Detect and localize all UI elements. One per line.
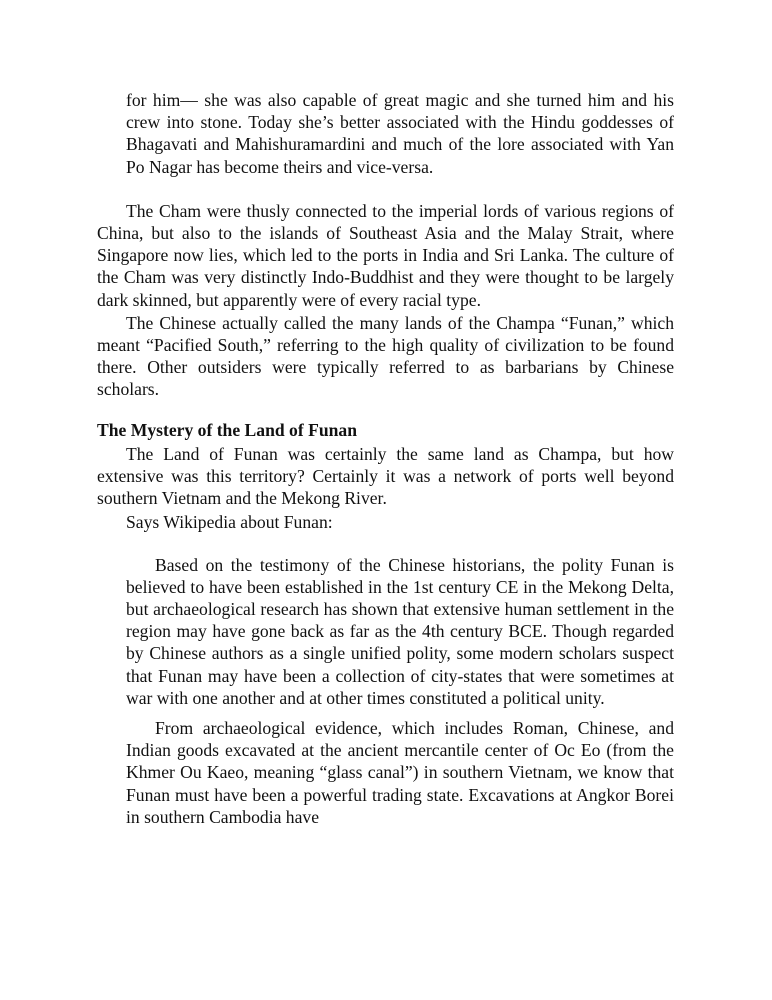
paragraph-funan-territory: The Land of Funan was certainly the same land as Champa, but how extensive was this territory? Certainly it was a network of ports well beyond southern Vietnam and the Mekong River. (97, 443, 674, 509)
paragraph-wikipedia-intro: Says Wikipedia about Funan: (126, 512, 333, 533)
continued-paragraph: for him— she was also capable of great magic and she turned him and his crew into stone. Today she’s better associated with the Hindu goddesses of Bhagavati and Mahishuramardini and much of the lore associated with Yan Po Nagar has become theirs and vice-versa. (126, 90, 674, 177)
quote-paragraph-1: Based on the testimony of the Chinese historians, the polity Funan is believed to have been established in the 1st century CE in the Mekong Delta, but archaeological research has shown that extensive human settlement in the region may have gone back as far as the 4th century BCE. Though regarded by Chinese authors as a single unified polity, some modern scholars suspect that Funan may have been a collection of city-states that were sometimes at war with one another and at other times constituted a political unity. (126, 554, 674, 708)
paragraph-cham-connections: The Cham were thusly connected to the imperial lords of various regions of China, but also to the islands of Southeast Asia and the Malay Strait, where Singapore now lies, which led to the ports in India and Sri Lanka. The culture of the Cham was very distinctly Indo-Buddhist and they were thought to be largely dark skinned, but apparently were of every racial type. (97, 200, 674, 310)
block-quote (126, 554, 674, 828)
quote-paragraph-2: From archaeological evidence, which includes Roman, Chinese, and Indian goods excavated at the ancient mercantile center of Oc Eo (from the Khmer Ou Kaeo, meaning “glass canal”) in southern Vietnam, we know that Funan must have been a powerful trading state. Excavations at Angkor Borei in southern Cambodia have (126, 718, 674, 827)
document-page (97, 89, 674, 828)
paragraph-funan-name: The Chinese actually called the many lands of the Champa “Funan,” which meant “Pacified South,” referring to the high quality of civilization to be found there. Other outsiders were typically referred to as barbarians by Chinese scholars. (97, 312, 674, 400)
section-heading: The Mystery of the Land of Funan (97, 419, 358, 440)
